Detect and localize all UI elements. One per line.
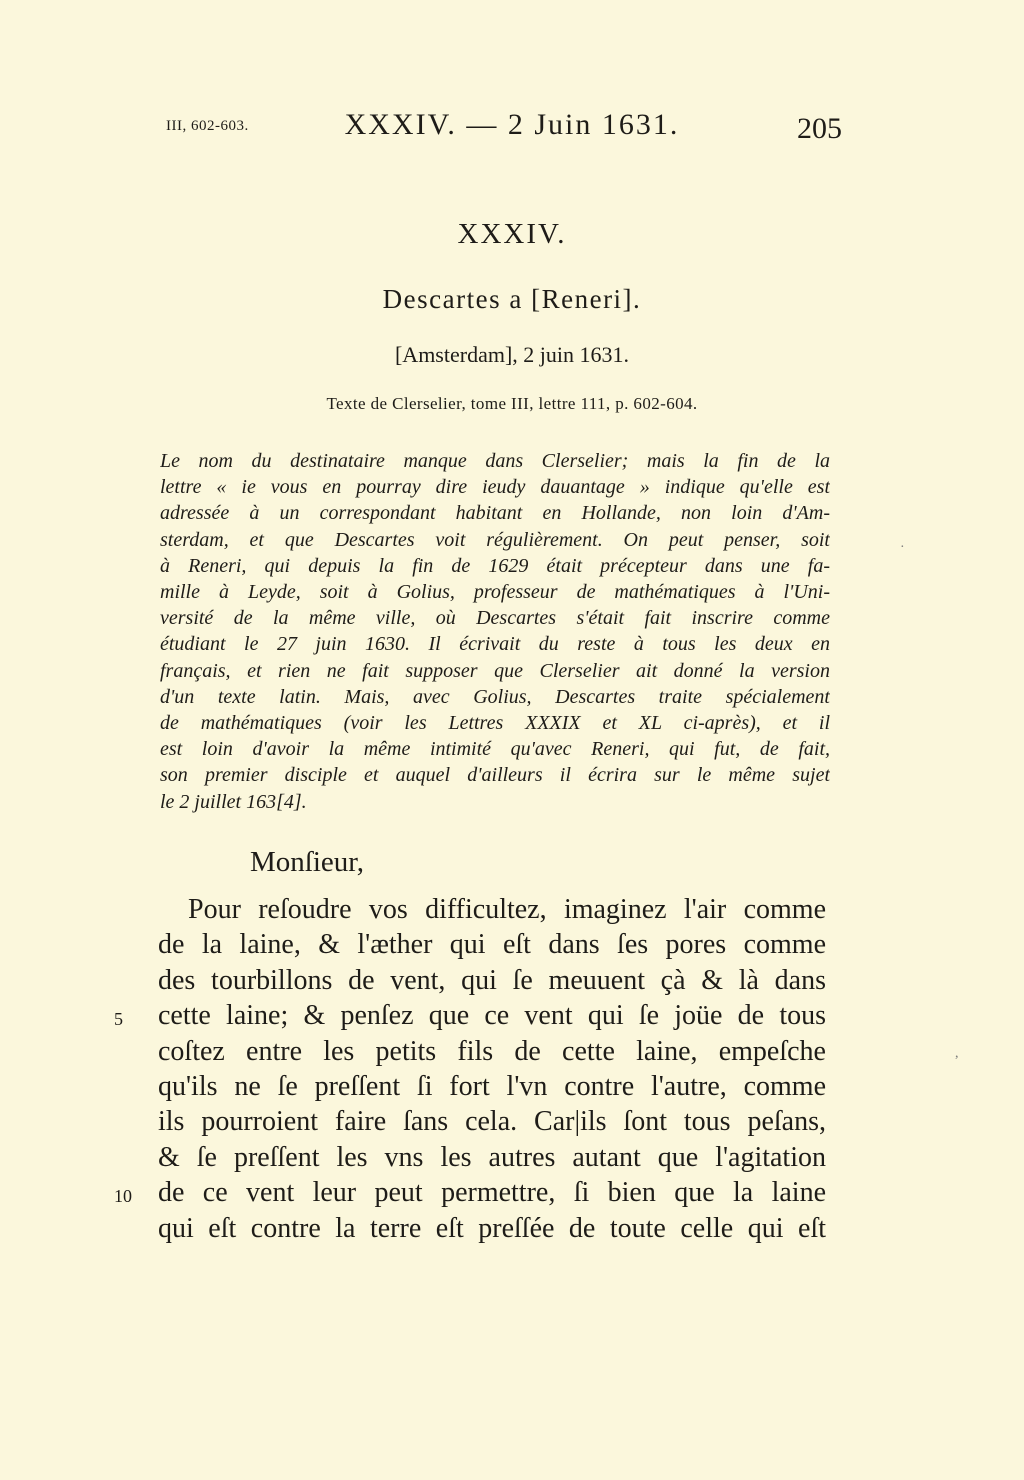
body-line bbox=[114, 998, 826, 1033]
editorial-note-line: à Reneri, qui depuis la fin de 1629 était précepteur dans une fa- bbox=[160, 554, 830, 577]
body-line-text: cette laine; & penſez que ce vent qui ſe joüe de tous bbox=[158, 1000, 826, 1032]
body-line bbox=[158, 1140, 826, 1175]
body-line bbox=[158, 927, 826, 962]
editorial-note-line: est loin d'avoir la même intimité qu'avec Reneri, qui fut, de fait, bbox=[160, 738, 830, 761]
editorial-note-line: lettre « ie vous en pourray dire ieudy dauantage » indique qu'elle est bbox=[160, 476, 830, 499]
body-line bbox=[158, 1104, 826, 1139]
letter-date-place: [Amsterdam], 2 juin 1631. bbox=[394, 342, 630, 367]
paper-speck: , bbox=[955, 1046, 959, 1061]
letter-body bbox=[114, 892, 826, 1246]
editorial-note-line: Le nom du destinataire manque dans Clerselier; mais la fin de la bbox=[160, 450, 830, 472]
editorial-note-line: mille à Leyde, soit à Golius, professeur de mathématiques à l'Uni- bbox=[160, 581, 830, 604]
editorial-note-line: adressée à un correspondant habitant en Hollande, non loin d'Am- bbox=[160, 502, 830, 525]
paper-speck: · bbox=[900, 540, 905, 555]
page-number: 205 bbox=[797, 112, 842, 145]
body-line-text: qui eſt contre la terre eſt preſſée de toute celle qui eſt bbox=[158, 1212, 826, 1244]
letter-title: Descartes a [Reneri]. bbox=[382, 284, 642, 314]
body-line-text: des tourbillons de vent, qui ſe meuuent çà & là dans bbox=[158, 964, 826, 996]
body-line bbox=[158, 963, 826, 998]
editorial-note-line: sterdam, et que Descartes voit régulièrement. On peut penser, soit bbox=[160, 528, 830, 551]
running-head bbox=[0, 108, 1024, 148]
line-number: 10 bbox=[114, 1186, 132, 1207]
salutation: Monſieur, bbox=[250, 846, 365, 878]
body-line bbox=[158, 1034, 826, 1069]
editorial-note-line: français, et rien ne fait supposer que Clerselier ait donné la version bbox=[160, 659, 830, 682]
editorial-note-line: son premier disciple et auquel d'ailleurs il écrira sur le même sujet bbox=[160, 764, 830, 787]
editorial-note-line: de mathématiques (voir les Lettres XXXIX et XL ci-après), et il bbox=[160, 712, 830, 735]
body-line bbox=[158, 892, 826, 927]
source-page-reference: III, 602-603. bbox=[166, 118, 249, 134]
body-line bbox=[114, 1175, 826, 1210]
editorial-note-line: le 2 juillet 163[4]. bbox=[160, 790, 307, 813]
letter-source: Texte de Clerselier, tome III, lettre 111, p. 602-604. bbox=[326, 394, 698, 413]
letter-number: XXXIV. bbox=[457, 218, 567, 250]
editorial-note bbox=[160, 448, 830, 815]
editorial-note-line: étudiant le 27 juin 1630. Il écrivait du reste à tous les deux en bbox=[160, 633, 830, 656]
body-line-text: ils pourroient faire ſans cela. Car|ils ſont tous peſans, bbox=[158, 1106, 826, 1138]
editorial-note-line: versité de la même ville, où Descartes s'était fait inscrire comme bbox=[160, 607, 830, 630]
editorial-note-line: d'un texte latin. Mais, avec Golius, Descartes traite spécialement bbox=[160, 685, 830, 708]
body-line bbox=[158, 1069, 826, 1104]
running-title: XXXIV. — 2 Juin 1631. bbox=[344, 108, 680, 141]
body-line-text: & ſe preſſent les vns les autres autant que l'agitation bbox=[158, 1141, 826, 1173]
body-line-text: Pour reſoudre vos difficultez, imaginez l'air comme bbox=[188, 894, 826, 925]
line-number: 5 bbox=[114, 1009, 123, 1030]
body-line-text: coſtez entre les petits fils de cette laine, empeſche bbox=[158, 1035, 826, 1067]
body-line-text: de la laine, & l'æther qui eſt dans ſes pores comme bbox=[158, 929, 826, 961]
body-line-text: qu'ils ne ſe preſſent ſi fort l'vn contre l'autre, comme bbox=[158, 1071, 826, 1103]
body-line-text: de ce vent leur peut permettre, ſi bien que la laine bbox=[158, 1177, 826, 1209]
body-line bbox=[158, 1211, 826, 1246]
